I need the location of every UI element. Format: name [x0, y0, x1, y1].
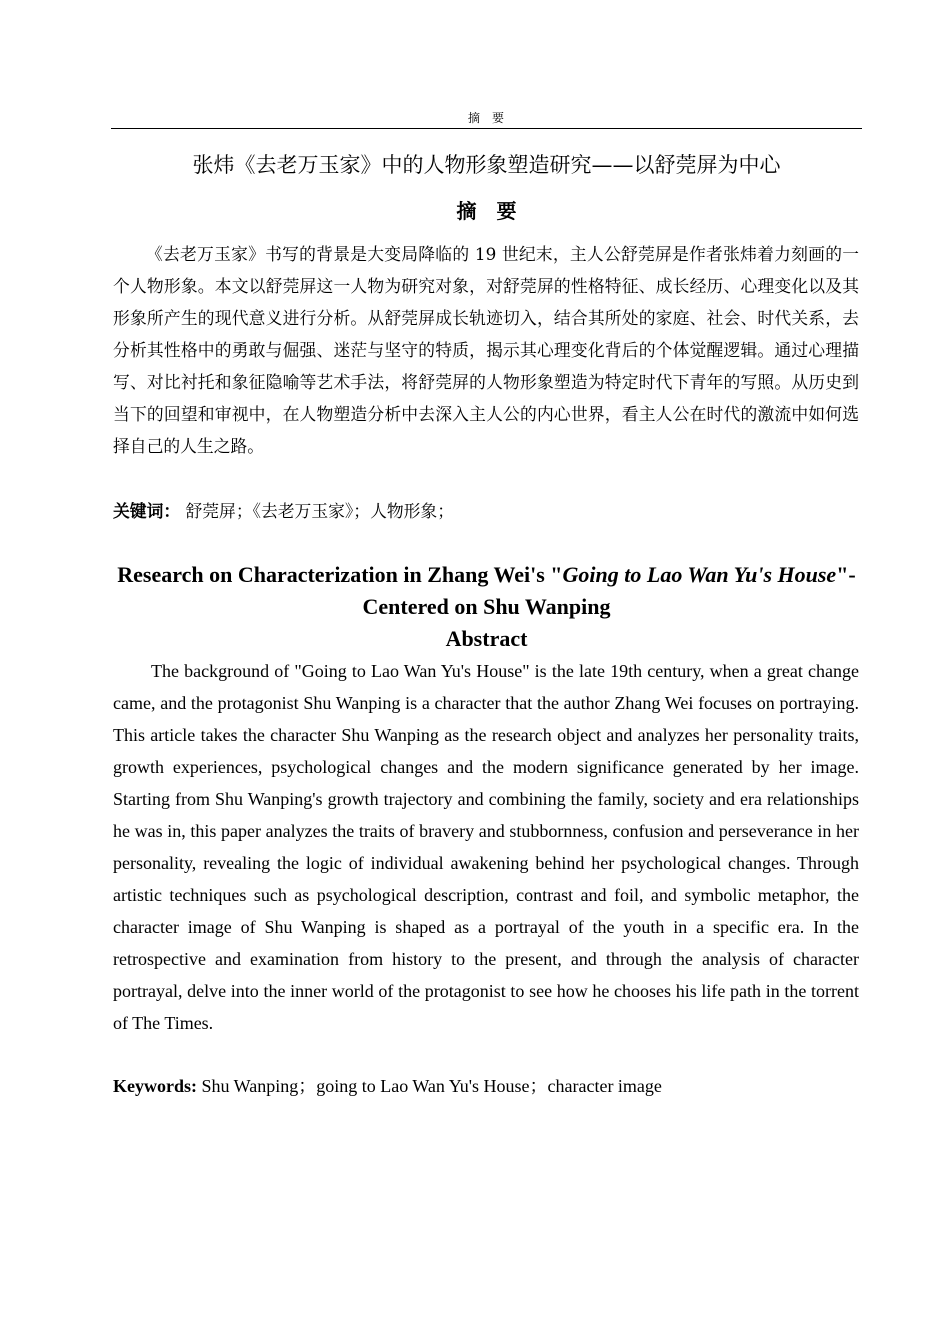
chinese-keywords-label: 关键词：	[113, 501, 181, 521]
english-title-italic: Going to Lao Wan Yu's House	[562, 562, 837, 587]
chinese-keywords-text: 舒莞屏；《去老万玉家》；人物形象；	[185, 501, 454, 521]
english-keywords-text: Shu Wanping；going to Lao Wan Yu's House；character image	[197, 1076, 662, 1096]
english-abstract-heading: Abstract	[445, 626, 528, 651]
header-divider	[111, 128, 862, 129]
english-keywords-label: Keywords:	[113, 1076, 197, 1096]
english-title-part2: "-Centered on Shu Wanping	[362, 562, 856, 619]
running-header: 摘 要	[467, 111, 504, 125]
english-title-part1: Research on Characterization in Zhang Wei's "	[117, 562, 563, 587]
chinese-keywords	[113, 497, 859, 525]
chinese-title: 张炜《去老万玉家》中的人物形象塑造研究——以舒莞屏为中心	[192, 153, 781, 177]
english-abstract-body: The background of "Going to Lao Wan Yu's House" is the late 19th century, when a great change came, and the protagonist Shu Wanping is a character that the author Zhang Wei focuses on portraying. This article takes the character Shu Wanping as the research object and analyzes her personality traits, growth experiences, psychological changes and the modern significance generated by her image. Starting from Shu Wanping's growth trajectory and combining the family, society and era relationships he was in, this paper analyzes the traits of bravery and stubbornness, confusion and perseverance in her personality, revealing the logic of individual awakening behind her psychological changes. Through artistic techniques such as psychological description, contrast and foil, and symbolic metaphor, the character image of Shu Wanping is shaped as a portrayal of the youth in a specific era. In the retrospective and examination from history to the present, and through the analysis of character portrayal, delve into the inner world of the protagonist to see how he chooses his life path in the torrent of The Times.	[113, 661, 859, 1033]
english-title	[111, 559, 862, 623]
chinese-abstract-heading: 摘 要	[456, 199, 517, 223]
english-keywords	[113, 1071, 859, 1101]
chinese-abstract-body: 《去老万玉家》书写的背景是大变局降临的 19 世纪末，主人公舒莞屏是作者张炜着力刻画的一个人物形象。本文以舒莞屏这一人物为研究对象，对舒莞屏的性格特征、成长经历、心理变化以及其形象所产生的现代意义进行分析。从舒莞屏成长轨迹切入，结合其所处的家庭、社会、时代关系，去分析其性格中的勇敢与倔强、迷茫与坚守的特质，揭示其心理变化背后的个体觉醒逻辑。通过心理描写、对比衬托和象征隐喻等艺术手法，将舒莞屏的人物形象塑造为特定时代下青年的写照。从历史到当下的回望和审视中，在人物塑造分析中去深入主人公的内心世界，看主人公在时代的激流中如何选择自己的人生之路。	[113, 244, 859, 456]
